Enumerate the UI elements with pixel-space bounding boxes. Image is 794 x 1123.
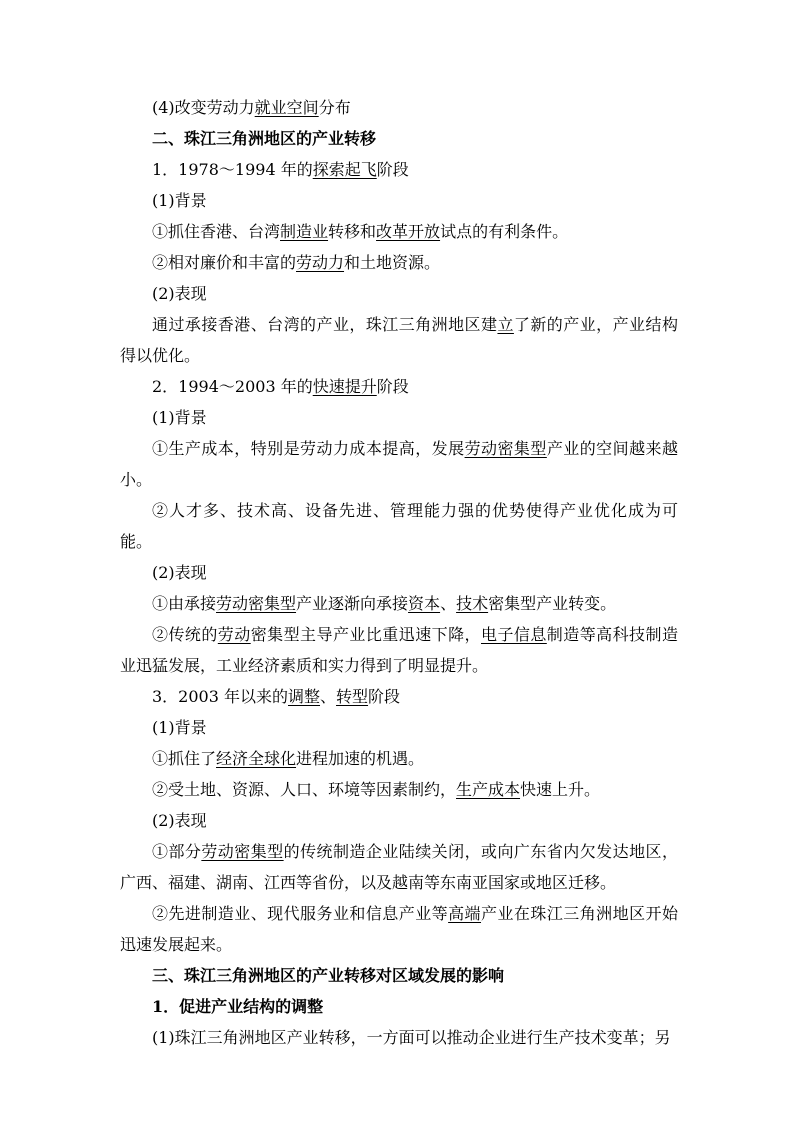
underlined-term: 转型 (336, 687, 369, 706)
paragraph: (1)背景 (152, 408, 207, 427)
paragraph: ①由承接劳动密集型产业逐渐向承接资本、技术密集型产业转变。 (152, 594, 617, 613)
paragraph: (2)表现 (152, 284, 207, 303)
paragraph: (1)珠江三角洲地区产业转移，一方面可以推动企业进行生产技术变革；另 (152, 1028, 671, 1047)
paragraph: ①部分劳动密集型的传统制造企业陆续关闭，或向广东省内欠发达地区，广西、福建、湖南、江西等省份，以及越南等东南亚国家或地区迁移。 (120, 842, 678, 892)
paragraph: ①生产成本，特别是劳动力成本提高，发展劳动密集型产业的空间越来越小。 (120, 439, 678, 489)
underlined-term: 劳动密集型 (464, 439, 547, 458)
section-heading: 二、珠江三角洲地区的产业转移 (152, 129, 377, 148)
paragraph: (1)背景 (152, 718, 207, 737)
paragraph: ①抓住了经济全球化进程加速的机遇。 (152, 749, 425, 768)
underlined-term: 经济全球化 (216, 749, 297, 768)
underlined-term: 生产成本 (456, 780, 521, 799)
paragraph: ②先进制造业、现代服务业和信息产业等高端产业在珠江三角洲地区开始迅速发展起来。 (120, 904, 678, 954)
underlined-term: 劳动密集型 (216, 594, 297, 613)
underlined-term: 劳动密集型 (201, 842, 284, 861)
underlined-term: 改革开放 (376, 222, 441, 241)
paragraph: ①抓住香港、台湾制造业转移和改革开放试点的有利条件。 (152, 222, 569, 241)
paragraph: ②相对廉价和丰富的劳动力和土地资源。 (152, 253, 441, 272)
subsection-heading: 3．2003 年以来的调整、转型阶段 (152, 687, 401, 706)
paragraph: ②受土地、资源、人口、环境等因素制约，生产成本快速上升。 (152, 780, 601, 799)
subsection-heading: 2．1994～2003 年的快速提升阶段 (152, 377, 409, 396)
subsection-heading: 1．1978～1994 年的探索起飞阶段 (152, 160, 409, 179)
paragraph: ②人才多、技术高、设备先进、管理能力强的优势使得产业优化成为可能。 (120, 501, 678, 551)
underlined-term: 探索起飞 (312, 160, 377, 179)
paragraph: 通过承接香港、台湾的产业，珠江三角洲地区建立了新的产业，产业结构得以优化。 (120, 315, 678, 365)
underlined-term: 资本 (408, 594, 441, 613)
underlined-term: 制造业 (280, 222, 329, 241)
section-heading: 三、珠江三角洲地区的产业转移对区域发展的影响 (152, 966, 505, 985)
underlined-term: 高端 (448, 904, 482, 923)
paragraph: (4)改变劳动力就业空间分布 (152, 98, 351, 117)
underlined-term: 技术 (456, 594, 489, 613)
paragraph: ②传统的劳动密集型主导产业比重迅速下降，电子信息制造等高科技制造业迅猛发展，工业经济素质和实力得到了明显提升。 (120, 625, 678, 675)
underlined-term: 立 (497, 315, 514, 334)
underlined-term: 劳动 (217, 625, 251, 644)
underlined-term: 劳动力 (296, 253, 345, 272)
subsection-heading: 1．促进产业结构的调整 (152, 997, 324, 1016)
paragraph: (2)表现 (152, 811, 207, 830)
paragraph: (2)表现 (152, 563, 207, 582)
underlined-term: 电子信息 (481, 625, 547, 644)
paragraph: (1)背景 (152, 191, 207, 210)
underlined-term: 调整 (288, 687, 321, 706)
underlined-term: 快速提升 (312, 377, 377, 396)
underlined-term: 就业空间 (254, 98, 319, 117)
